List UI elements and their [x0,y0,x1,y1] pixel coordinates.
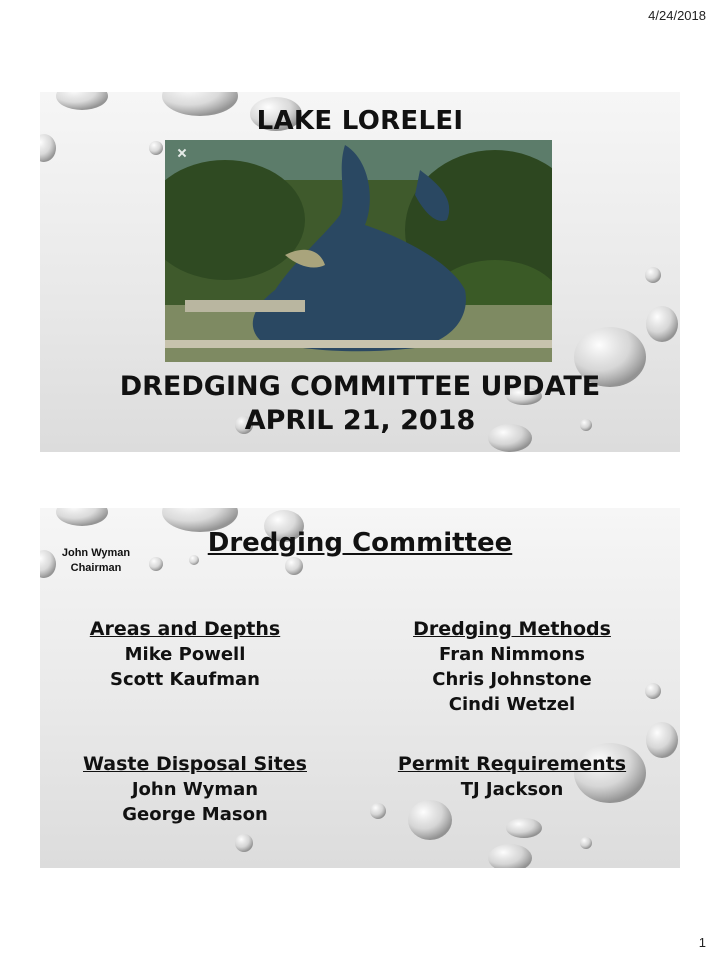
group-heading: Waste Disposal Sites [83,753,307,775]
slide-subtitle-line2: APRIL 21, 2018 [244,405,476,436]
group-heading: Areas and Depths [89,618,281,640]
group-member: Mike Powell [124,644,246,665]
group-member: Fran Nimmons [439,644,585,665]
header-date: 4/24/2018 [648,8,706,23]
chair-role: Chairman [70,562,122,574]
slide-title-lake-lorelei: LAKE LORELEI [256,106,464,136]
chairman-block [48,546,144,576]
group-member: Scott Kaufman [110,669,260,690]
slide-title-dredging-committee: Dredging Committee [207,528,513,558]
slide-1 [40,92,680,452]
group-dredging-methods [382,616,642,717]
page-number: 1 [698,935,706,950]
group-member: Chris Johnstone [432,669,592,690]
group-member: TJ Jackson [460,779,564,800]
group-areas-and-depths [55,616,315,692]
group-member: Cindi Wetzel [448,694,576,715]
group-heading: Dredging Methods [413,618,611,640]
group-member: George Mason [122,804,268,825]
lake-aerial-photo [165,140,552,362]
chair-name: John Wyman [61,547,131,559]
group-member: John Wyman [131,779,259,800]
group-heading: Permit Requirements [397,753,627,775]
slide-2 [40,508,680,868]
slide-subtitle-line1: DREDGING COMMITTEE UPDATE [119,371,601,402]
group-permit-requirements [382,751,642,802]
group-waste-disposal-sites [65,751,325,827]
